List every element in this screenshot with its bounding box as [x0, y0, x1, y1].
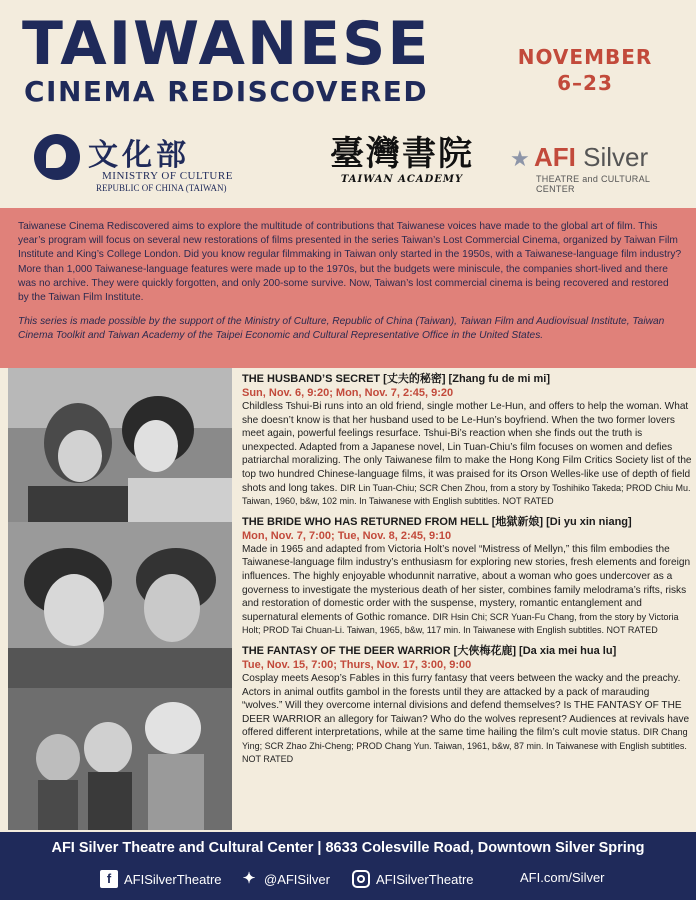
film-still-husbands-secret [8, 368, 232, 522]
film-entry [242, 644, 692, 767]
film-description: Made in 1965 and adapted from Victoria Holt’s novel “Mistress of Mellyn,” this film embodies the Taiwanese-language film industry’s enthusiasm for exploring new stories, fresh elements and foreign influences. The highly enjoyable whodunnit narrative, about a woman who goes undercover as a governess to investigate the mysterious death of her sister, combines family melodrama’s rifts, risks and restoration of domestic order with the suspense, mystery, romantic entanglement and supernatural elements of Gothic romance. DIR Hsin Chi; SCR Yuan-Fu Chang, from the story by Victoria Holt; PROD Tai Chuan-Li. Taiwan, 1965, b&w, 117 min. In Taiwanese with English subtitles. NOT RATED [242, 543, 691, 636]
website-link[interactable] [520, 870, 605, 885]
instagram-icon [352, 870, 370, 888]
twitter-link[interactable] [240, 870, 330, 888]
header [0, 0, 696, 208]
support-statement: This series is made possible by the support of the Ministry of Culture, Republic of China (Taiwan), Taiwan Film and Audiovisual Institute, Taiwan Cinema Toolkit and Taiwan Academy of the Taipei Economic and Cultural Representative Office in the United States. [18, 316, 665, 342]
instagram-link[interactable] [352, 870, 474, 888]
facebook-icon: f [100, 870, 118, 888]
film-credits: DIR Chang Ying; SCR Zhao Zhi-Cheng; PROD Chang Yun. Taiwan, 1961, b&w, 87 min. In Taiwanese with English subtitles. NOT RATED [242, 727, 688, 765]
film-showtimes: Tue, Nov. 15, 7:00; Thurs, Nov. 17, 3:00, 9:00 [242, 658, 472, 671]
film-title: THE FANTASY OF THE DEER WARRIOR [大俠梅花鹿] [Da xia mei hua lu] [242, 644, 617, 657]
ministry-of-culture-logo [34, 130, 254, 194]
instagram-handle: AFISilverTheatre [376, 871, 474, 887]
moc-chinese-name: 文化部 [88, 138, 190, 173]
academy-english-name: TAIWAN ACADEMY [340, 174, 464, 185]
dates-month: NOVEMBER [517, 45, 653, 69]
film-showtimes: Mon, Nov. 7, 7:00; Tue, Nov. 8, 2:45, 9:10 [242, 529, 452, 542]
moc-english-name: MINISTRY OF CULTURE [102, 170, 233, 182]
film-list [242, 372, 692, 773]
afi-name: AFI Silver [534, 142, 649, 172]
series-dates [500, 44, 670, 96]
moc-emblem-icon [34, 134, 80, 180]
website-url: AFI.com/Silver [520, 870, 605, 885]
film-entry [242, 372, 692, 509]
academy-chinese-name: 臺灣書院 [330, 134, 474, 174]
venue-address: AFI Silver Theatre and Cultural Center | 8633 Colesville Road, Downtown Silver Spring [51, 840, 645, 856]
intro-body: Taiwanese Cinema Rediscovered aims to explore the multitude of contributions that Taiwanese voices have made to the global art of film. This year’s program will focus on several new restorations of films presented in the series Taiwan’s Lost Commercial Cinema, organized by Taiwan Film Institute and King’s College London. Did you know regular filmmaking in Taiwan only started in the 1950s, with a Taiwanese-language film industry? More than 1,000 Taiwanese-language features were made up to the 1970s, but the budgets were miniscule, the companies short-lived and there was no archive. They were quickly forgotten, and only 200-some survive. Now, Taiwan’s lost commercial cinema is being recovered and restored by the Taiwan Film Institute. [18, 221, 682, 304]
intro-section [0, 208, 696, 368]
film-description: Childless Tshui-Bi runs into an old friend, single mother Le-Hun, and offers to help the woman. What she doesn’t know is that her husband used to be Le-Hun’s boyfriend. When the two former lovers meet again, powerful feelings resurface. Tshui-Bi’s reaction when she finds out the truth is unexpected. Adapted from a Japanese novel, Lin Tuan-Chiu’s film focuses on women and defies patriarchal moralizing. The only Taiwanese film to make the Hong Kong Film Critics Society list of the top two hundred Chinese-language films, it was praised for its Orson Welles-like use of depth of field shots and long takes. DIR Lin Tuan-Chiu; SCR Chen Zhou, from a story by Toshihiko Takeda; PROD Chiu Mu. Taiwan, 1960, b&w, 102 min. In Taiwanese with English subtitles. NOT RATED [242, 401, 692, 507]
film-entry [242, 515, 692, 638]
twitter-icon: ✦ [242, 870, 256, 887]
film-still-deer-warrior [8, 688, 232, 830]
footer [0, 832, 696, 900]
page-title: TAIWANESE [22, 9, 431, 79]
film-title: THE HUSBAND’S SECRET [丈夫的秘密] [Zhang fu de mi mi] [242, 373, 550, 385]
facebook-handle: AFISilverTheatre [124, 871, 222, 887]
afi-tagline: THEATRE and CULTURAL CENTER [536, 174, 650, 194]
film-credits: DIR Hsin Chi; SCR Yuan-Fu Chang, from the story by Victoria Holt; PROD Tai Chuan-Li. Taiwan, 1965, b&w, 117 min. In Taiwanese with English subtitles. NOT RATED [242, 611, 679, 636]
twitter-handle: @AFISilver [264, 871, 330, 887]
film-credits: DIR Lin Tuan-Chiu; SCR Chen Zhou, from a story by Toshihiko Takeda; PROD Chiu Mu. Taiwan, 1960, b&w, 102 min. In Taiwanese with English subtitles. NOT RATED [242, 482, 691, 507]
taiwan-academy-logo [322, 134, 482, 194]
film-still-bride-from-hell [8, 522, 232, 688]
afi-silver-logo [510, 142, 680, 192]
afi-star-icon: ★ [510, 146, 530, 171]
page-subtitle: CINEMA REDISCOVERED [24, 75, 429, 108]
film-description: Cosplay meets Aesop’s Fables in this furry fantasy that veers between the wacky and the preachy. Actors in animal outfits gambol in the forests until they are attacked by a pack of marauding “wolves.” Will they overcome internal divisions and defend themselves? Is THE FANTASY OF THE DEER WARRIOR an allegory for Taiwan? Who do the wolves represent? Audiences at revivals have offered different interpretations, while at the same time hailing the film’s cult movie status. DIR Chang Ying; SCR Zhao Zhi-Cheng; PROD Chang Yun. Taiwan, 1961, b&w, 87 min. In Taiwanese with English subtitles. NOT RATED [242, 672, 690, 765]
film-showtimes: Sun, Nov. 6, 9:20; Mon, Nov. 7, 2:45, 9:20 [242, 387, 454, 399]
facebook-link[interactable] [100, 870, 222, 888]
dates-range: 6–23 [557, 71, 613, 95]
moc-country: REPUBLIC OF CHINA (TAIWAN) [96, 183, 227, 193]
film-title: THE BRIDE WHO HAS RETURNED FROM HELL [地獄新娘] [Di yu xin niang] [242, 515, 632, 528]
